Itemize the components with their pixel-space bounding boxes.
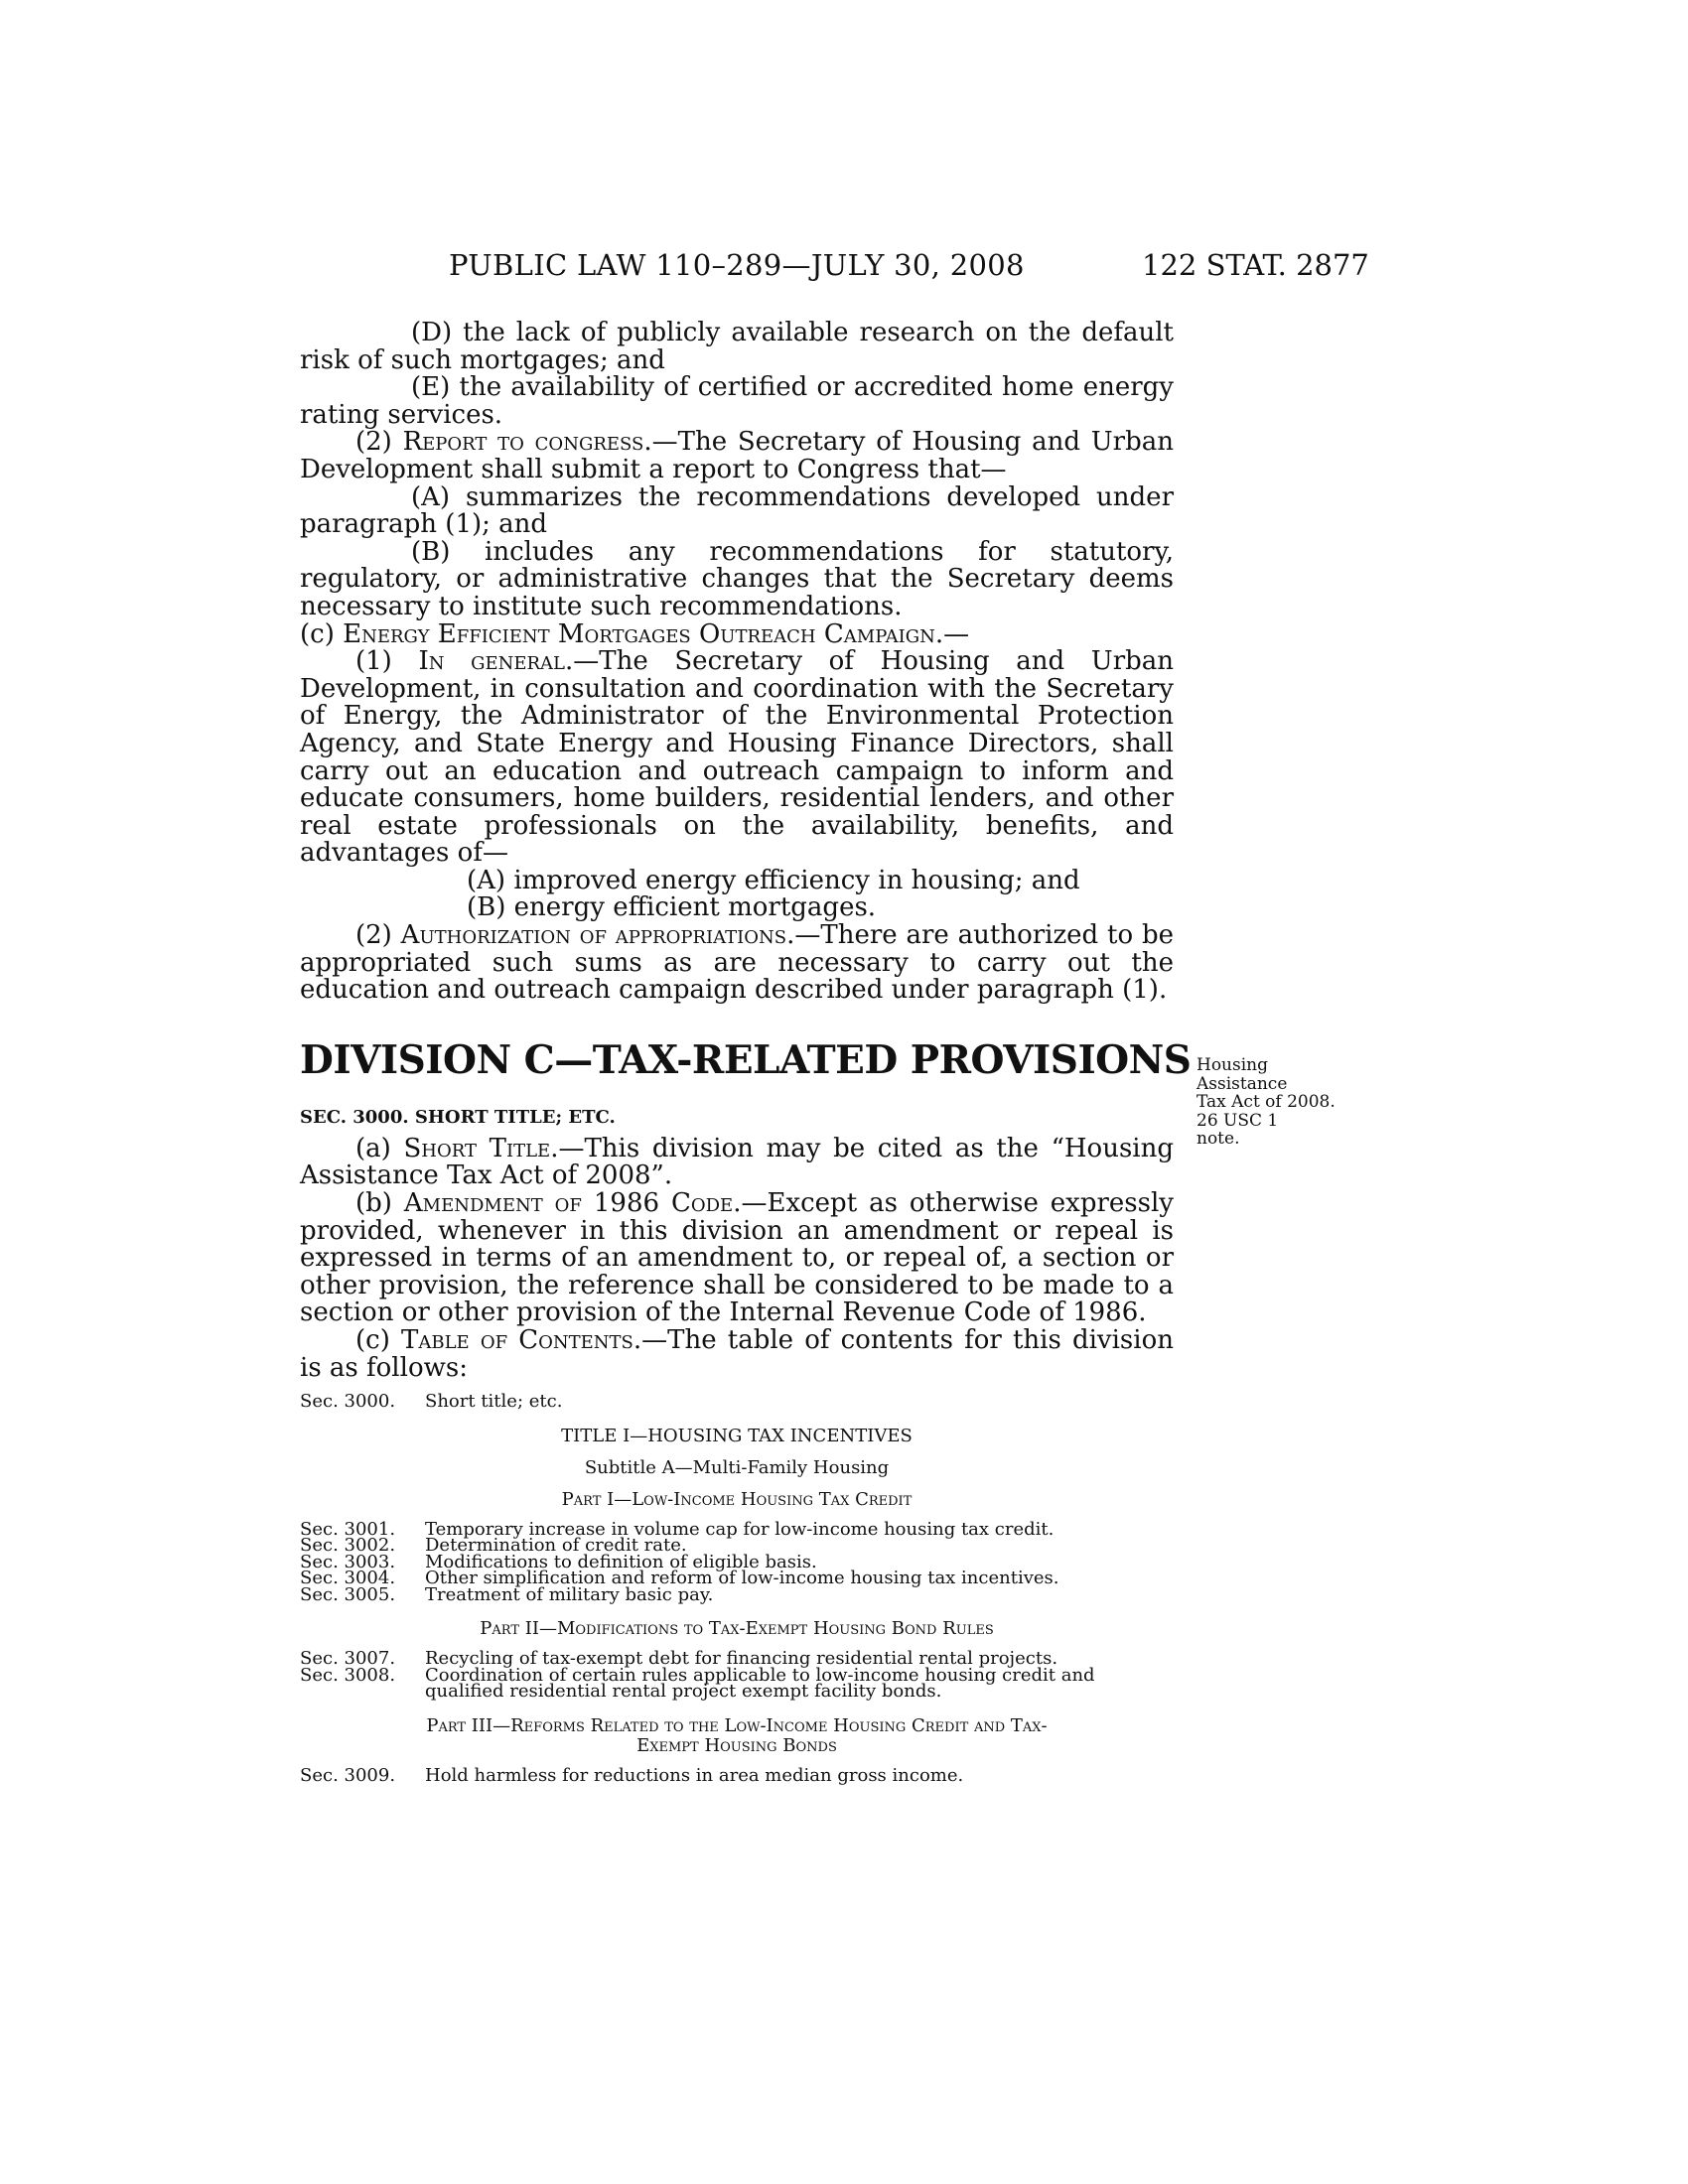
body-column xyxy=(300,318,1192,1786)
c1-body: .—The Secretary of Housing and Urban Development, in consultation and coordination with the Secretary of Energy, the Administrator of the Environmental Protection Agency, and State Energy and Housing Finance Directors, shall carry out an education and outreach campaign to inform and educate consumers, home builders, residential lenders, and other real estate professionals on the availability, benefits, and advantages of— xyxy=(300,646,1175,869)
paragraph-c1a xyxy=(300,865,1174,895)
toc-heading: Table of Contents xyxy=(401,1325,633,1355)
p2a-text: (A) summarizes the recommendations developed under paragraph (1); and xyxy=(300,481,1174,540)
paragraph-e-text: (E) the availability of certified or accredited home energy rating services. xyxy=(300,372,1174,430)
margin-note-line: Assistance xyxy=(1196,1073,1288,1094)
toc-entry-number: Sec. 3001. xyxy=(300,1518,396,1540)
toc-entry-number: Sec. 3000. xyxy=(300,1391,396,1413)
toc-entry-number: Sec. 3004. xyxy=(300,1568,396,1589)
a-heading: Short Title xyxy=(403,1133,551,1163)
paragraph-e xyxy=(300,374,1174,429)
toc-entry-text: Recycling of tax-exempt debt for financing residential rental projects. xyxy=(425,1648,1058,1670)
c1-heading: In general xyxy=(418,646,566,677)
toc-entry-number: Sec. 3005. xyxy=(300,1583,396,1605)
margin-note-line: 26 USC 1 xyxy=(1196,1110,1279,1131)
paragraph-c2 xyxy=(300,922,1174,1005)
paragraph-2a xyxy=(300,481,1174,540)
p2-heading: Report to congress xyxy=(402,427,644,458)
toc-subtitle-a: Subtitle A—Multi-Family Housing xyxy=(584,1456,890,1478)
p2b-text: (B) includes any recommendations for statutory, regulatory, or administrative changes that the Secretary deems necessary to institute such recommendations. xyxy=(300,536,1174,621)
margin-note-line: Tax Act of 2008. xyxy=(1196,1092,1336,1112)
running-head: PUBLIC LAW 110–289—JULY 30, 2008 xyxy=(449,248,1025,282)
margin-note-line: Housing xyxy=(1196,1055,1269,1075)
toc-part-1: Part I—Low-Income Housing Tax Credit xyxy=(561,1488,913,1510)
section-heading: SEC. 3000. SHORT TITLE; ETC. xyxy=(300,1106,616,1128)
toc-part-2-entries xyxy=(300,1648,1174,1703)
margin-note xyxy=(1196,1056,1375,1149)
page-folio: 122 STAT. 2877 xyxy=(1142,248,1369,282)
toc-entry-number: Sec. 3007. xyxy=(300,1648,396,1670)
margin-note-line: note. xyxy=(1196,1129,1240,1149)
c1b-text: (B) energy efficient mortgages. xyxy=(467,892,877,923)
c1a-text: (A) improved energy efficiency in housing; and xyxy=(467,865,1080,895)
toc-entry-number: Sec. 3002. xyxy=(300,1535,396,1557)
toc-entry xyxy=(300,1764,1174,1786)
toc-part-2: Part II—Modifications to Tax-Exempt Housing Bond Rules xyxy=(480,1618,994,1640)
a-lead: (a) xyxy=(355,1133,404,1163)
toc-entry-text: Modifications to definition of eligible basis. xyxy=(425,1551,817,1572)
toc-entry-3000 xyxy=(300,1391,1174,1413)
paragraph-report-to-congress xyxy=(300,429,1174,483)
paragraph-table-of-contents xyxy=(300,1327,1174,1382)
paragraph-short-title xyxy=(300,1133,1174,1191)
paragraph-amendment xyxy=(300,1190,1174,1327)
toc-entry-text: Other simplification and reform of low-income housing tax incentives. xyxy=(425,1568,1059,1589)
division-title: DIVISION C—TAX-RELATED PROVISIONS xyxy=(300,1036,1192,1083)
b-lead: (b) xyxy=(355,1188,404,1219)
toc-part-3-line-1: Part III—Reforms Related to the Low-Income Housing Credit and Tax- xyxy=(426,1714,1048,1736)
a-body: .—This division may be cited as the “Housing Assistance Tax Act of 2008”. xyxy=(300,1133,1174,1191)
toc-lead: (c) xyxy=(355,1325,402,1355)
c1-lead: (1) xyxy=(355,646,419,677)
p2-body: .—The Secretary of Housing and Urban Development shall submit a report to Congress that— xyxy=(300,427,1174,484)
paragraph-d xyxy=(300,320,1174,374)
p2-lead: (2) xyxy=(355,427,403,458)
toc-entry-text: Treatment of military basic pay. xyxy=(425,1583,714,1605)
paragraph-d-text: (D) the lack of publicly available research on the default risk of such mortgages; and xyxy=(300,318,1174,375)
b-heading: Amendment of 1986 Code xyxy=(403,1188,734,1219)
c-heading: Energy Efficient Mortgages Outreach Campaign xyxy=(343,618,935,649)
c-lead: (c) xyxy=(300,618,344,649)
toc-entry-text: Temporary increase in volume cap for low-income housing tax credit. xyxy=(425,1518,1055,1540)
toc-entry-text: Short title; etc. xyxy=(425,1391,563,1413)
toc-title-1: TITLE I—HOUSING TAX INCENTIVES xyxy=(561,1425,913,1446)
c2-lead: (2) xyxy=(355,920,401,951)
toc-part-1-entries xyxy=(300,1518,1174,1605)
toc-entry-number: Sec. 3009. xyxy=(300,1764,396,1786)
toc-entry xyxy=(300,1583,1174,1605)
toc-entry-text: Determination of credit rate. xyxy=(425,1535,687,1557)
c2-heading: Authorization of appropriations xyxy=(400,920,787,951)
paragraph-2b xyxy=(300,536,1174,621)
paragraph-c1b xyxy=(300,894,1174,922)
toc-entry xyxy=(300,1664,1174,1703)
toc-entry-text: Hold harmless for reductions in area median gross income. xyxy=(425,1764,964,1786)
subsection-c-heading xyxy=(300,618,1174,649)
c2-body: .—There are authorized to be appropriated such sums as are necessary to carry out the education and outreach campaign described under paragraph (1). xyxy=(300,920,1175,1006)
toc-body: .—The table of contents for this division is as follows: xyxy=(300,1325,1174,1383)
toc-entry-number: Sec. 3008. xyxy=(300,1664,396,1686)
toc-part-3-line-2: Exempt Housing Bonds xyxy=(636,1734,837,1756)
toc-entry-number: Sec. 3003. xyxy=(300,1551,396,1572)
toc-entry-text: Coordination of certain rules applicable to low-income housing credit and qualified residential rental project exempt facility bonds. xyxy=(425,1664,1095,1703)
c-tail: .— xyxy=(934,618,970,649)
b-body: .—Except as otherwise expressly provided, whenever in this division an amendment or repeal is expressed in terms of an amendment to, or repeal of, a section or other provision, the reference shall be considered to be made to a section or other provision of the Internal Revenue Code of 1986. xyxy=(300,1188,1174,1328)
paragraph-c1 xyxy=(300,648,1174,868)
